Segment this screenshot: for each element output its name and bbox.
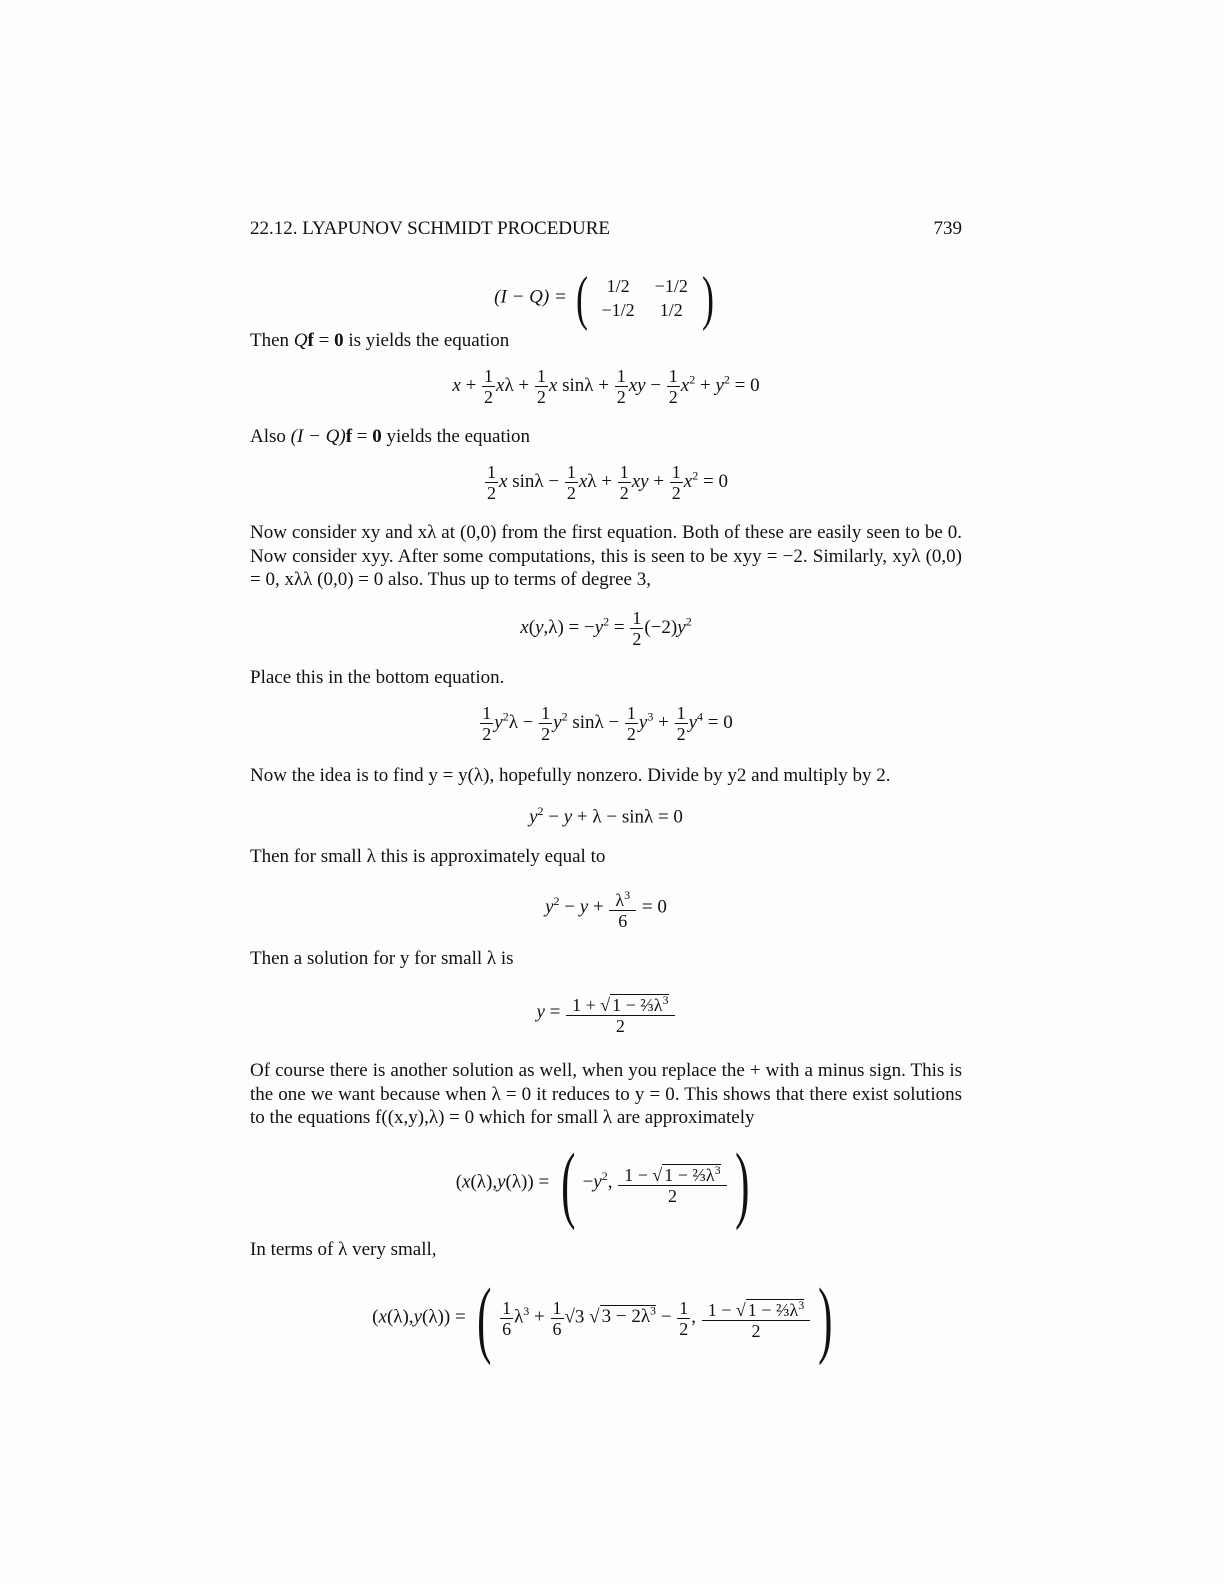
equation-7: y = $\frac{1 + √ 1 - \frac{2}{3}\lambda^3}{2}$	[250, 990, 962, 1036]
matrix: ( 1/2 −1/2 −1/2 1/2 )	[575, 265, 714, 331]
equation-3: $x(y,\lambda) = -y^2$ = $\frac{1}{2}$ $(-2)y^2$	[520, 608, 692, 649]
equation-matrix	[250, 265, 962, 331]
paragraph-4: Place this in the bottom equation.	[250, 667, 505, 688]
page-number: 739	[933, 218, 962, 239]
matrix-cell: 1/2	[659, 300, 683, 320]
equation-5: $y^2 - y + \lambda - \sin\lambda = 0$	[529, 804, 683, 828]
paragraph-3: Now consider xy and xλ at (0,0) from the first equation. Both of these are easily seen to be 0. Now consider xyy. After some computations, this is seen to be xyy = −2. Similarly, xyλ (0,0) = 0, xλλ (0,0) = 0 also. Thus up to terms of degree 3,	[250, 522, 962, 590]
equation-6: $y^2 - y$ + $\frac{\lambda^3}{6}$ = 0	[250, 885, 962, 931]
running-header	[250, 218, 962, 240]
section-title: 22.12. LYAPUNOV SCHMIDT PROCEDURE	[250, 218, 611, 239]
paragraph-8: Of course there is another solution as well, when you replace the + with a minus sign. This is the one we want because when λ = 0 it reduces to y = 0. This shows that there exist solutions to the equations f((x,y),λ) = 0 which for small λ are approximately	[250, 1060, 962, 1128]
paragraph-6: Then for small λ this is approximately equal to	[250, 846, 606, 867]
equation-9: (x(λ),y(λ)) = ( $\frac{1}{6}$ $\lambda^3$ + $\frac{1}{6}$ √3 √ $3 - 2\lambda^3$ − $\frac{1}{2}$ , $\frac{1 - √ 1 - \frac{2}{3}\lambda^3}{2}$ )	[372, 1270, 833, 1366]
paragraph-9: In terms of λ very small,	[250, 1239, 437, 1260]
equation-1: x + $\frac{1}{2}$ xλ + $\frac{1}{2}$ x sinλ + $\frac{1}{2}$ xy − $\frac{1}{2}$ $x^2 + y^2 = 0$	[452, 366, 760, 407]
matrix-cell: −1/2	[654, 276, 688, 296]
paragraph-5: Now the idea is to find y = y(λ), hopefully nonzero. Divide by y2 and multiply by 2.	[250, 765, 891, 786]
equation-2: $\frac{1}{2}$ x sinλ − $\frac{1}{2}$ xλ + $\frac{1}{2}$ xy + $\frac{1}{2}$ $x^2 = 0$	[487, 462, 728, 503]
matrix-cell: −1/2	[601, 300, 635, 320]
equation-8: (x(λ),y(λ)) = ( $-y^2$, $\frac{1 - √ 1 - \frac{2}{3}\lambda^3}{2}$ )	[455, 1135, 750, 1231]
paragraph-7: Then a solution for y for small λ is	[250, 948, 514, 969]
matrix-lhs: (I − Q) =	[494, 286, 567, 308]
matrix-cell: 1/2	[606, 276, 630, 296]
paragraph-1: Then Qf = 0 is yields the equation	[250, 330, 510, 351]
equation-4: $\frac{1}{2}$ $y^2\lambda$ − $\frac{1}{2}$ $y^2$ sinλ − $\frac{1}{2}$ $y^3$ + $\frac{1}{2}$ $y^4 = 0$	[482, 703, 733, 744]
paragraph-2: Also (I − Q)f = 0 yields the equation	[250, 426, 531, 447]
